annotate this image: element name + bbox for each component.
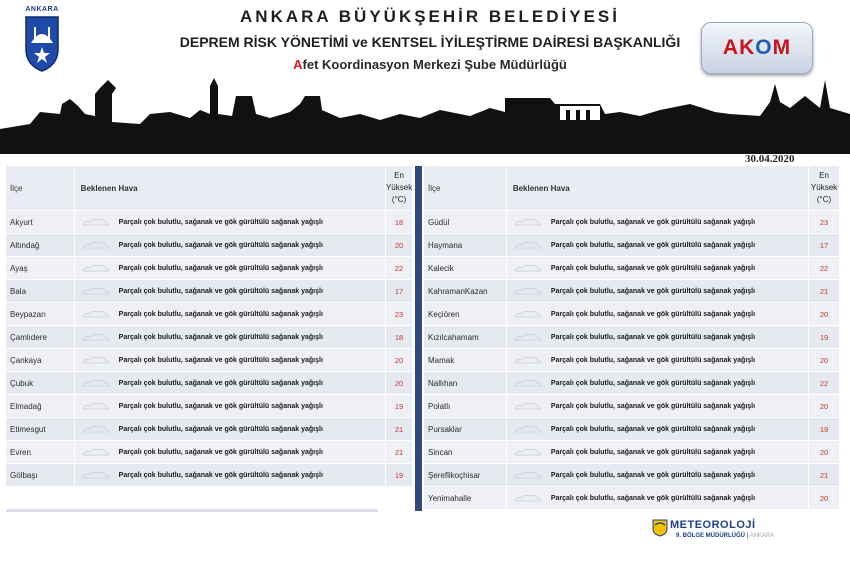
weather-cell xyxy=(507,257,808,279)
district-name: Nallıhan xyxy=(424,372,506,394)
district-name: Polatlı xyxy=(424,395,506,417)
weather-description: Parçalı çok bulutlu, sağanak ve gök gürültülü sağanak yağışlı xyxy=(550,356,756,364)
col-header-temp-l2: Yüksek xyxy=(810,183,838,192)
forecast-table-left xyxy=(6,166,413,487)
weather-cell xyxy=(75,303,385,325)
max-temp: 20 xyxy=(809,349,839,371)
weather-cell xyxy=(507,395,808,417)
district-name: Keçiören xyxy=(424,303,506,325)
weather-cell xyxy=(507,464,808,486)
cloud-icon xyxy=(513,493,543,503)
district-name: Beypazarı xyxy=(6,303,74,325)
weather-description: Parçalı çok bulutlu, sağanak ve gök gürültülü sağanak yağışlı xyxy=(118,287,323,295)
max-temp: 18 xyxy=(386,326,412,348)
weather-cell xyxy=(75,211,385,233)
cloud-icon xyxy=(81,355,111,365)
table-row xyxy=(6,395,413,417)
weather-description: Parçalı çok bulutlu, sağanak ve gök gürültülü sağanak yağışlı xyxy=(550,333,756,341)
weather-description: Parçalı çok bulutlu, sağanak ve gök gürültülü sağanak yağışlı xyxy=(118,402,323,410)
table-row xyxy=(6,257,413,279)
max-temp: 19 xyxy=(809,418,839,440)
cloud-icon xyxy=(513,309,543,319)
table-row xyxy=(6,234,413,256)
table-row xyxy=(6,211,413,233)
table-row xyxy=(6,280,413,302)
weather-cell xyxy=(75,280,385,302)
district-name: Gölbaşı xyxy=(6,464,74,486)
district-name: KahramanKazan xyxy=(424,280,506,302)
weather-cell xyxy=(507,280,808,302)
table-row xyxy=(424,349,840,371)
weather-cell xyxy=(507,303,808,325)
max-temp: 21 xyxy=(386,441,412,463)
akom-badge-ak: AK xyxy=(722,36,756,59)
district-name: Bala xyxy=(6,280,74,302)
weather-cell xyxy=(75,349,385,371)
cloud-icon xyxy=(513,240,543,250)
max-temp: 21 xyxy=(809,464,839,486)
weather-description: Parçalı çok bulutlu, sağanak ve gök gürültülü sağanak yağışlı xyxy=(118,471,323,479)
cloud-icon xyxy=(81,286,111,296)
cloud-icon xyxy=(81,401,111,411)
col-header-weather: Beklenen Hava xyxy=(75,166,385,210)
cloud-icon xyxy=(513,286,543,296)
district-name: Güdül xyxy=(424,211,506,233)
table-row xyxy=(6,372,413,394)
table-row xyxy=(424,303,840,325)
district-name: Sincan xyxy=(424,441,506,463)
col-header-temp-l2: Yüksek xyxy=(386,183,412,192)
max-temp: 20 xyxy=(386,372,412,394)
weather-description: Parçalı çok bulutlu, sağanak ve gök gürültülü sağanak yağışlı xyxy=(118,264,323,272)
district-name: Mamak xyxy=(424,349,506,371)
max-temp: 22 xyxy=(809,372,839,394)
header-unit-rest: fet Koordinasyon Merkezi Şube Müdürlüğü xyxy=(302,57,567,72)
cloud-icon xyxy=(81,332,111,342)
meteoroloji-emblem-icon xyxy=(652,519,668,537)
akom-badge-m: M xyxy=(772,36,792,59)
table-row xyxy=(424,487,840,509)
max-temp: 19 xyxy=(386,464,412,486)
cloud-icon xyxy=(81,240,111,250)
weather-description: Parçalı çok bulutlu, sağanak ve gök gürültülü sağanak yağışlı xyxy=(118,218,323,226)
weather-description: Parçalı çok bulutlu, sağanak ve gök gürültülü sağanak yağışlı xyxy=(118,379,323,387)
weather-cell xyxy=(75,234,385,256)
weather-cell xyxy=(75,372,385,394)
col-header-temp-l1: En xyxy=(819,171,829,180)
weather-cell xyxy=(75,464,385,486)
table-row xyxy=(6,441,413,463)
table-row xyxy=(424,464,840,486)
district-name: Ayaş xyxy=(6,257,74,279)
max-temp: 23 xyxy=(809,211,839,233)
table-row xyxy=(6,349,413,371)
weather-cell xyxy=(75,441,385,463)
table-row xyxy=(424,418,840,440)
weather-cell xyxy=(75,418,385,440)
district-name: Şereflikoçhisar xyxy=(424,464,506,486)
district-name: Altındağ xyxy=(6,234,74,256)
col-header-district: İlçe xyxy=(424,166,506,210)
table-row xyxy=(6,326,413,348)
weather-description: Parçalı çok bulutlu, sağanak ve gök gürültülü sağanak yağışlı xyxy=(550,448,756,456)
col-header-temp-l3: (°C) xyxy=(816,195,832,204)
max-temp: 17 xyxy=(386,280,412,302)
cloud-icon xyxy=(513,424,543,434)
cloud-icon xyxy=(513,355,543,365)
district-name: Çankaya xyxy=(6,349,74,371)
district-name: Etimesgut xyxy=(6,418,74,440)
max-temp: 17 xyxy=(809,234,839,256)
table-row xyxy=(424,326,840,348)
meteoroloji-city: ANKARA xyxy=(749,533,775,539)
max-temp: 20 xyxy=(809,303,839,325)
report-date: 30.04.2020 xyxy=(745,153,795,165)
weather-description: Parçalı çok bulutlu, sağanak ve gök gürültülü sağanak yağışlı xyxy=(550,287,756,295)
header-title: ANKARA BÜYÜKŞEHİR BELEDİYESİ xyxy=(240,7,620,26)
weather-description: Parçalı çok bulutlu, sağanak ve gök gürültülü sağanak yağışlı xyxy=(118,356,323,364)
cloud-icon xyxy=(81,470,111,480)
table-divider xyxy=(415,166,422,511)
header-department: DEPREM RİSK YÖNETİMİ ve KENTSEL İYİLEŞTİRME DAİRESİ BAŞKANLIĞI xyxy=(179,34,681,50)
table-row xyxy=(424,280,840,302)
weather-description: Parçalı çok bulutlu, sağanak ve gök gürültülü sağanak yağışlı xyxy=(550,241,756,249)
weather-cell xyxy=(75,257,385,279)
cloud-icon xyxy=(513,401,543,411)
weather-cell xyxy=(507,418,808,440)
max-temp: 23 xyxy=(386,303,412,325)
district-name: Çubuk xyxy=(6,372,74,394)
col-header-temp xyxy=(386,166,412,210)
max-temp: 21 xyxy=(386,418,412,440)
table-row xyxy=(424,395,840,417)
cloud-icon xyxy=(513,217,543,227)
weather-description: Parçalı çok bulutlu, sağanak ve gök gürültülü sağanak yağışlı xyxy=(118,310,323,318)
max-temp: 20 xyxy=(809,487,839,509)
forecast-table-right xyxy=(424,166,840,510)
meteoroloji-region: 9. BÖLGE MÜDÜRLÜĞÜ xyxy=(676,533,745,539)
table-row xyxy=(424,372,840,394)
header-unit xyxy=(150,57,710,72)
district-name: Çamlıdere xyxy=(6,326,74,348)
district-name: Yenimahalle xyxy=(424,487,506,509)
table-row xyxy=(424,234,840,256)
weather-cell xyxy=(507,326,808,348)
meteoroloji-subtitle: 9. BÖLGE MÜDÜRLÜĞÜ | ANKARA xyxy=(676,533,775,539)
ankara-skyline-silhouette xyxy=(0,74,850,154)
weather-description: Parçalı çok bulutlu, sağanak ve gök gürültülü sağanak yağışlı xyxy=(550,471,756,479)
akom-badge-o: O xyxy=(755,36,773,59)
weather-description: Parçalı çok bulutlu, sağanak ve gök gürültülü sağanak yağışlı xyxy=(118,333,323,341)
weather-cell xyxy=(75,395,385,417)
akom-badge xyxy=(701,22,813,74)
table-header-row xyxy=(6,166,413,210)
header-unit-initial: A xyxy=(293,57,303,72)
weather-cell xyxy=(507,349,808,371)
weather-cell xyxy=(507,441,808,463)
cloud-icon xyxy=(81,378,111,388)
weather-cell xyxy=(507,487,808,509)
weather-cell xyxy=(507,234,808,256)
cloud-icon xyxy=(81,263,111,273)
col-header-district: İlçe xyxy=(6,166,74,210)
weather-description: Parçalı çok bulutlu, sağanak ve gök gürültülü sağanak yağışlı xyxy=(118,448,323,456)
district-name: Pursaklar xyxy=(424,418,506,440)
table-footer-bar xyxy=(6,509,378,512)
table-header-row xyxy=(424,166,840,210)
max-temp: 20 xyxy=(809,441,839,463)
col-header-weather: Beklenen Hava xyxy=(507,166,808,210)
weather-description: Parçalı çok bulutlu, sağanak ve gök gürültülü sağanak yağışlı xyxy=(118,425,323,433)
district-name: Kızılcahamam xyxy=(424,326,506,348)
district-name: Akyurt xyxy=(6,211,74,233)
max-temp: 20 xyxy=(386,234,412,256)
weather-description: Parçalı çok bulutlu, sağanak ve gök gürültülü sağanak yağışlı xyxy=(550,264,756,272)
table-row xyxy=(6,303,413,325)
max-temp: 19 xyxy=(809,326,839,348)
district-name: Elmadağ xyxy=(6,395,74,417)
weather-cell xyxy=(507,372,808,394)
weather-description: Parçalı çok bulutlu, sağanak ve gök gürültülü sağanak yağışlı xyxy=(550,379,756,387)
max-temp: 20 xyxy=(386,349,412,371)
meteoroloji-title: METEOROLOJİ xyxy=(670,519,756,531)
max-temp: 22 xyxy=(386,257,412,279)
cloud-icon xyxy=(81,424,111,434)
district-name: Evren xyxy=(6,441,74,463)
col-header-temp-l1: En xyxy=(394,171,404,180)
cloud-icon xyxy=(513,332,543,342)
ankara-logo xyxy=(22,6,62,78)
table-row xyxy=(424,211,840,233)
cloud-icon xyxy=(513,263,543,273)
weather-description: Parçalı çok bulutlu, sağanak ve gök gürültülü sağanak yağışlı xyxy=(550,425,756,433)
weather-cell xyxy=(507,211,808,233)
max-temp: 18 xyxy=(386,211,412,233)
max-temp: 20 xyxy=(809,395,839,417)
weather-description: Parçalı çok bulutlu, sağanak ve gök gürültülü sağanak yağışlı xyxy=(550,218,756,226)
weather-description: Parçalı çok bulutlu, sağanak ve gök gürültülü sağanak yağışlı xyxy=(550,494,756,502)
col-header-temp-l3: (°C) xyxy=(391,195,407,204)
cloud-icon xyxy=(513,470,543,480)
ankara-logo-label: ANKARA xyxy=(25,6,59,13)
ankara-emblem-icon xyxy=(22,13,62,73)
table-row xyxy=(6,418,413,440)
cloud-icon xyxy=(81,217,111,227)
weather-description: Parçalı çok bulutlu, sağanak ve gök gürültülü sağanak yağışlı xyxy=(550,310,756,318)
cloud-icon xyxy=(513,378,543,388)
weather-description: Parçalı çok bulutlu, sağanak ve gök gürültülü sağanak yağışlı xyxy=(118,241,323,249)
max-temp: 19 xyxy=(386,395,412,417)
cloud-icon xyxy=(513,447,543,457)
table-row xyxy=(6,464,413,486)
weather-cell xyxy=(75,326,385,348)
cloud-icon xyxy=(81,309,111,319)
district-name: Haymana xyxy=(424,234,506,256)
district-name: Kalecik xyxy=(424,257,506,279)
col-header-temp xyxy=(809,166,839,210)
cloud-icon xyxy=(81,447,111,457)
table-row xyxy=(424,257,840,279)
weather-description: Parçalı çok bulutlu, sağanak ve gök gürültülü sağanak yağışlı xyxy=(550,402,756,410)
max-temp: 21 xyxy=(809,280,839,302)
max-temp: 22 xyxy=(809,257,839,279)
table-row xyxy=(424,441,840,463)
